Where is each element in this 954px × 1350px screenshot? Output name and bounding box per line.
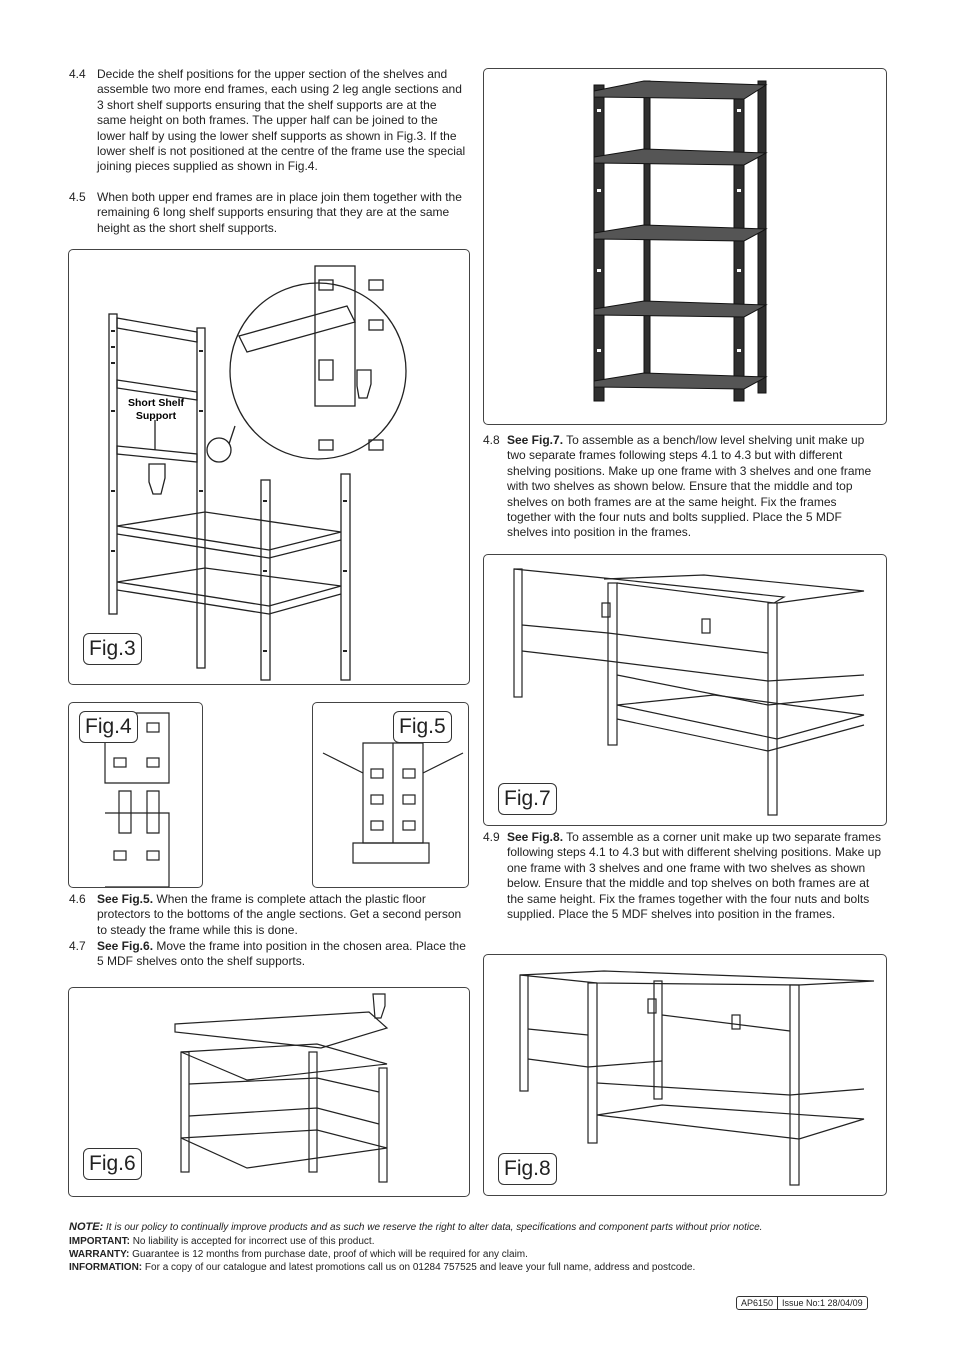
warranty-label: WARRANTY: — [69, 1249, 130, 1260]
callout-short-shelf-support-line2: Support — [135, 410, 177, 422]
footer-important — [69, 1235, 374, 1248]
figure-label: Fig.4 — [79, 711, 138, 743]
step-number: 4.8 — [483, 433, 500, 447]
step-text: Decide the shelf positions for the upper section of the shelves and assemble two more end frames, each using 2 leg angle sections and 3 short shelf supports ensuring that the shelf supports are at the same height on both frames. The upper half can be joined to the lower half by using the lower shelf supports as shown in Fig.3. If the lower shelf is not positioned at the centre of the frame use the special joining pieces supplied as shown in Fig.4. — [97, 67, 466, 174]
leg-holes — [111, 330, 347, 652]
callout-short-shelf-support-line1: Short Shelf — [127, 397, 185, 409]
issue-box — [736, 1296, 868, 1310]
figure-6 — [68, 987, 470, 1197]
note-text: It is our policy to continually improve products and as such we reserve the right to alter data, specifications and component parts without prior notice. — [103, 1222, 763, 1233]
step-number: 4.7 — [69, 939, 86, 953]
warranty-text: Guarantee is 12 months from purchase date, proof of which will be required for any claim. — [129, 1249, 528, 1260]
information-text: For a copy of our catalogue and latest promotions call us on 01284 757525 and leave your full name, address and postcode. — [142, 1262, 696, 1273]
note-label: NOTE: — [69, 1221, 104, 1233]
figure-label: Fig.8 — [498, 1153, 557, 1185]
step-number: 4.5 — [69, 190, 86, 204]
figure-label: Fig.5 — [393, 711, 452, 743]
figure-reference: See Fig.5. — [97, 892, 154, 906]
step-text: When both upper end frames are in place join them together with the remaining 6 long shelf supports ensuring that they are at the same height as the short shelf supports. — [97, 190, 462, 235]
figure-label: Fig.3 — [83, 633, 142, 665]
step-number: 4.4 — [69, 67, 86, 81]
step-text: To assemble as a bench/low level shelving unit make up two separate frames following steps 4.1 to 4.3 but with different shelving positions. Make up one frame with 3 shelves and one frame with two shelves as shown below. Ensure that the middle and top shelves on both frames are at the same height. Fix the frames together with the four nuts and bolts supplied. Place the 5 MDF shelves into position in the frames. — [507, 433, 872, 540]
step-text: When the frame is complete attach the plastic floor protectors to the bottoms of the angle sections. Get a second person to steady the frame while this is done. — [97, 892, 462, 937]
step-4-8 — [483, 433, 883, 541]
tall-shelving-illustration — [484, 69, 886, 424]
figure-3 — [68, 249, 470, 685]
figure-8 — [483, 954, 887, 1196]
footer-information — [69, 1261, 695, 1274]
step-text: Move the frame into position in the chosen area. Place the 5 MDF shelves onto the shelf supports. — [97, 939, 466, 969]
figure-tall-shelving-unit — [483, 68, 887, 425]
figure-reference: See Fig.7. — [507, 433, 564, 447]
figure-reference: See Fig.8. — [507, 830, 564, 844]
step-4-7 — [69, 939, 469, 970]
figure-7 — [483, 554, 887, 826]
step-number: 4.9 — [483, 830, 500, 844]
figure-4 — [68, 702, 203, 888]
footer-warranty — [69, 1248, 528, 1261]
step-4-5 — [69, 190, 469, 236]
fig3-illustration — [69, 250, 469, 684]
step-4-9 — [483, 830, 883, 922]
footer-note — [69, 1221, 899, 1234]
figure-5 — [312, 702, 469, 888]
step-4-4 — [69, 67, 469, 175]
figure-label: Fig.7 — [498, 783, 557, 815]
information-label: INFORMATION: — [69, 1262, 143, 1273]
figure-reference: See Fig.6. — [97, 939, 154, 953]
important-label: IMPORTANT: — [69, 1236, 130, 1247]
step-4-6 — [69, 892, 469, 938]
important-text: No liability is accepted for incorrect use of this product. — [129, 1236, 375, 1247]
step-number: 4.6 — [69, 892, 86, 906]
step-text: To assemble as a corner unit make up two separate frames following steps 4.1 to 4.3 but with different shelving positions. Make up one frame with 3 shelves and one frame with two shelves as shown below. Ensure that the middle and top shelves on both frames are at the same height. Fix the frames together with the four nuts and bolts supplied. Place the 5 MDF shelves into position in the frames. — [507, 830, 881, 922]
issue-number: Issue No:1 28/04/09 — [777, 1297, 867, 1309]
model-number: AP6150 — [741, 1298, 774, 1308]
figure-label: Fig.6 — [83, 1148, 142, 1180]
